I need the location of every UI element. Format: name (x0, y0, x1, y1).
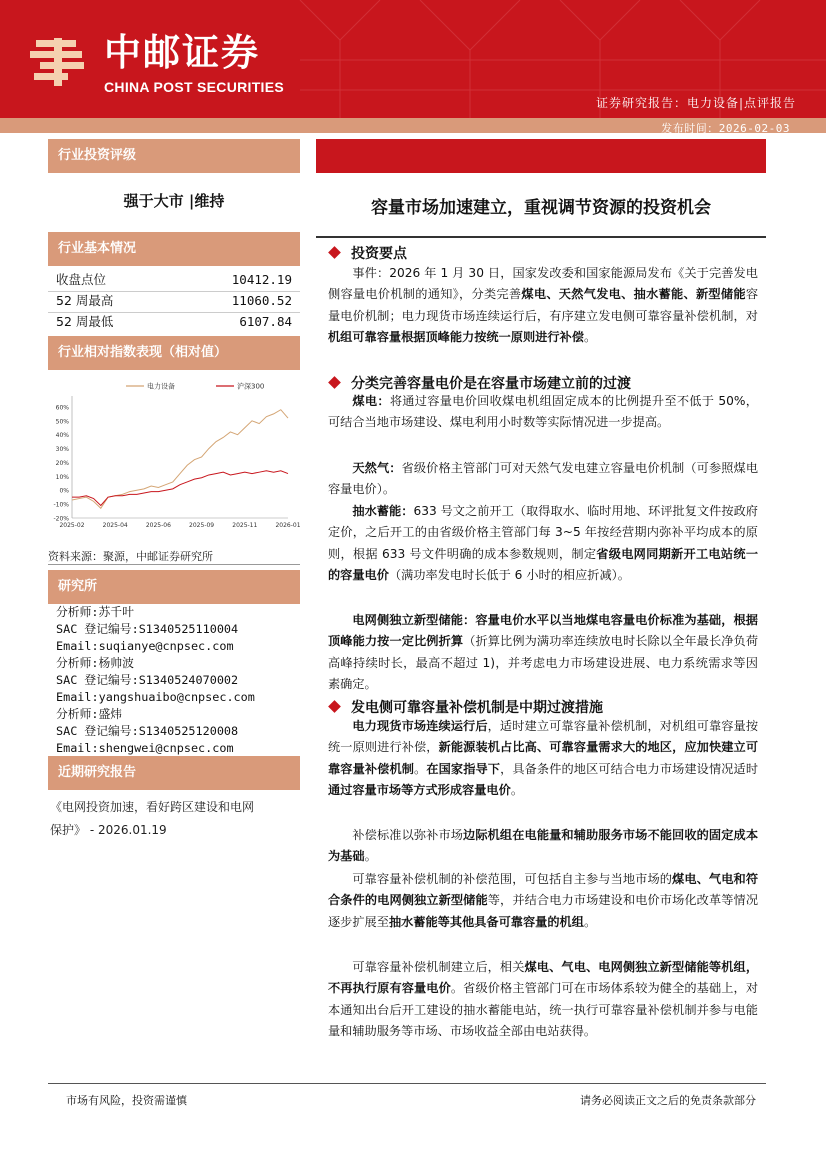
rating-section-title: 行业投资评级 (48, 139, 300, 173)
basics-value: 11060.52 (231, 293, 292, 308)
analyst-name: 分析师:杨帅波 (56, 656, 134, 670)
basics-section-title: 行业基本情况 (48, 232, 300, 266)
series-line-0 (72, 410, 288, 509)
china-post-logo-icon (26, 36, 94, 88)
x-tick-label: 2025-06 (145, 522, 171, 529)
recent-report-link[interactable] (48, 796, 300, 842)
analyst-sac: SAC 登记编号:S1340524070002 (56, 673, 239, 687)
analyst-sac: SAC 登记编号:S1340525120008 (56, 724, 239, 738)
x-tick-label: 2025-11 (232, 522, 258, 529)
performance-section-title: 行业相对指数表现（相对值） (48, 336, 300, 370)
basics-row (56, 269, 292, 291)
report-type-label: 证券研究报告：电力设备|点评报告 (595, 96, 796, 110)
basics-row (56, 311, 292, 333)
x-tick-label: 2025-04 (102, 522, 128, 529)
risk-disclaimer: 市场有风险，投资需谨慎 (66, 1094, 187, 1107)
title-rule (316, 236, 766, 238)
paragraph: 补偿标准以弥补市场边际机组在电能量和辅助服务市场不能回收的固定成本为基础。 (328, 828, 759, 864)
y-tick-label: -10% (53, 501, 69, 509)
publish-date: 发布时间：2026-02-03 (661, 122, 790, 133)
basics-label: 52 周最高 (56, 293, 114, 308)
analyst-email-link[interactable]: Email:yangshuaibo@cnpsec.com (56, 690, 255, 704)
recent-reports-title: 近期研究报告 (48, 756, 300, 790)
x-tick-label: 2026-01 (275, 522, 300, 529)
section-heading-text: 发电侧可靠容量补偿机制是中期过渡措施 (351, 700, 603, 716)
x-tick-label: 2025-02 (59, 522, 85, 529)
logo-english-name: CHINA POST SECURITIES (104, 79, 285, 95)
diamond-bullet-icon (328, 376, 341, 389)
paragraph: 天然气：省级价格主管部门可对天然气发电建立容量电价机制（可参照煤电容量电价）。 (328, 461, 759, 497)
basics-value: 10412.19 (231, 272, 292, 287)
diamond-bullet-icon (328, 700, 341, 713)
y-tick-label: 10% (55, 473, 69, 481)
logo-chinese-name: 中邮证券 (104, 31, 260, 74)
analyst-sac: SAC 登记编号:S1340525110004 (56, 622, 239, 636)
y-tick-label: -20% (53, 515, 69, 523)
relative-performance-chart (48, 378, 300, 536)
y-tick-label: 40% (55, 432, 69, 440)
chart-svg (48, 378, 300, 536)
report-header (0, 0, 826, 133)
legend-label: 沪深300 (237, 382, 265, 391)
report-title: 容量市场加速建立，重视调节资源的投资机会 (371, 198, 711, 218)
section-heading-text: 分类完善容量电价是在容量市场建立前的过渡 (351, 376, 631, 392)
paragraph: 抽水蓄能：633 号文之前开工（取得取水、临时用地、环评批复文件按政府定价，之后开工的由省级价格主管部门每 3~5 年按经营期内弥补平均成本的原则，根据 633 号文件明确的成本参数规则，制定省级电网同期新开工电站统一的容量电价（满功率发电时长低于 6 小时的相应折减）。 (328, 504, 759, 583)
section-heading-text: 投资要点 (351, 246, 407, 262)
basics-value: 6107.84 (239, 314, 292, 329)
y-tick-label: 50% (55, 418, 69, 426)
recent-report-line: 保护》 - 2026.01.19 (50, 823, 167, 837)
paragraph: 可靠容量补偿机制建立后，相关煤电、气电、电网侧独立新型储能等机组，不再执行原有容量电价。省级价格主管部门可在市场体系较为健全的基础上，对本通知出台后开工建设的抽水蓄能电站，统一执行可靠容量补偿机制并参与电能量和辅助服务等市场、市场收益全部由电站获得。 (328, 960, 759, 1039)
paragraph: 煤电：将通过容量电价回收煤电机组固定成本的比例提升至不低于 50%，可结合当地市场建设、煤电利用小时数等实际情况进一步提高。 (328, 394, 758, 430)
section-heading (330, 697, 603, 717)
section-heading (330, 373, 631, 393)
institute-section-title: 研究所 (48, 570, 300, 604)
title-red-bar (316, 139, 766, 173)
recent-report-line: 《电网投资加速，看好跨区建设和电网 (50, 800, 255, 814)
footer-rule (48, 1083, 766, 1084)
basics-label: 52 周最低 (56, 314, 114, 329)
chart-source: 资料来源：聚源，中邮证券研究所 (48, 550, 213, 563)
section-heading (330, 243, 407, 263)
x-tick-label: 2025-09 (189, 522, 215, 529)
paragraph: 可靠容量补偿机制的补偿范围，可包括自主参与当地市场的煤电、气电和符合条件的电网侧独立新型储能等，并结合电力市场建设和电价市场化改革等情况逐步扩展至抽水蓄能等其他具备可靠容量的机组。 (328, 872, 759, 929)
legend-label: 电力设备 (147, 382, 175, 391)
y-tick-label: 20% (55, 459, 69, 467)
analyst-email-link[interactable]: Email:shengwei@cnpsec.com (56, 741, 234, 755)
basics-row (56, 290, 292, 312)
analyst-name: 分析师:盛炜 (56, 707, 123, 721)
analyst-email-link[interactable]: Email:suqianye@cnpsec.com (56, 639, 234, 653)
y-tick-label: 30% (55, 446, 69, 454)
y-tick-label: 0% (59, 487, 69, 495)
paragraph: 电力现货市场连续运行后，适时建立可靠容量补偿机制，对机组可靠容量按统一原则进行补偿，新能源装机占比高、可靠容量需求大的地区，应加快建立可靠容量补偿机制。在国家指导下，具备条件的地区可结合电力市场建设情况适时通过容量市场等方式形成容量电价。 (328, 719, 759, 798)
basics-label: 收盘点位 (56, 272, 107, 287)
paragraph: 事件：2026 年 1 月 30 日，国家发改委和国家能源局发布《关于完善发电侧容量电价机制的通知》，分类完善煤电、天然气发电、抽水蓄能、新型储能容量电价机制；电力现货市场连续运行后，有序建立发电侧可靠容量补偿机制，对机组可靠容量根据顶峰能力按统一原则进行补偿。 (328, 266, 758, 345)
diamond-bullet-icon (328, 246, 341, 259)
paragraph: 电网侧独立新型储能：容量电价水平以当地煤电容量电价标准为基础，根据顶峰能力按一定比例折算（折算比例为满功率连续放电时长除以全年最长净负荷高峰持续时长，最高不超过 1)，并考虑电力市场建设进展、电力系统需求等因素确定。 (328, 613, 759, 692)
series-line-1 (72, 471, 288, 506)
industry-rating: 强于大市 |维持 (123, 192, 225, 210)
y-tick-label: 60% (55, 404, 69, 412)
divider (48, 564, 300, 565)
disclaimer-notice: 请务必阅读正文之后的免责条款部分 (580, 1094, 756, 1107)
analyst-name: 分析师:苏千叶 (56, 605, 134, 619)
